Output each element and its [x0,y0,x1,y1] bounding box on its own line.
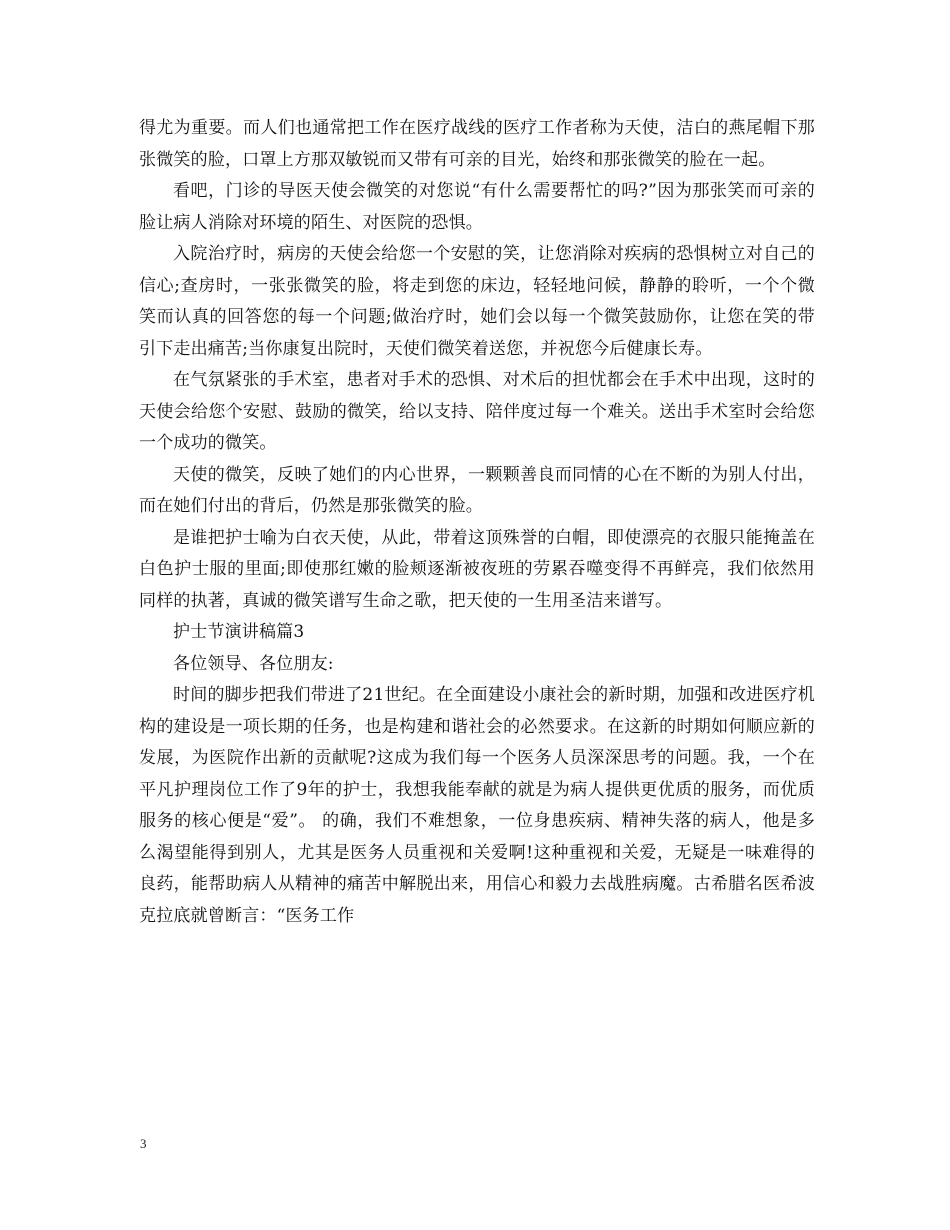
salutation: 各位领导、各位朋友: [173,653,334,674]
paragraph-new-century: 时间的脚步把我们带进了21世纪。在全面建设小康社会的新时期，加强和改进医疗机构的建设是一项长期的任务，也是构建和谐社会的必然要求。在这新的时期如何顺应新的发展，为医院作出新的贡献呢?这成为我们每一个医务人员深深思考的问题。我，一个在平凡护理岗位工作了9年的护士，我想我能奉献的就是为病人提供更优质的服务，而优质服务的核心便是“爱”。 的确，我们不难想象，一位身患疾病、精神失落的病人，他是多么渴望能得到别人，尤其是医务人员重视和关爱啊!这种重视和关爱，无疑是一味难得的良药，能帮助病人从精神的痛苦中解脱出来，用信心和毅力去战胜病魔。古希腊名医希波克拉底就曾断言：“医务工作 [139,685,815,926]
paragraph-ward-angel: 入院治疗时，病房的天使会给您一个安慰的笑，让您消除对疾病的恐惧树立对自己的信心;查房时，一张张微笑的脸，将走到您的床边，轻轻地问候，静静的聆听，一个个微笑而认真的回答您的每一个问题;做治疗时，她们会以每一个微笑鼓励你，让您在笑的带引下走出痛苦;当你康复出院时，天使们微笑着送您，并祝您今后健康长寿。 [139,244,815,359]
paragraph-angel-smile: 天使的微笑，反映了她们的内心世界，一颗颗善良而同情的心在不断的为别人付出，而在她们付出的背后，仍然是那张微笑的脸。 [139,464,815,516]
page-number: 3 [140,1136,147,1151]
document-body [139,113,815,932]
paragraph-operating-room: 在气氛紧张的手术室，患者对手术的恐惧、对术后的担忧都会在手术中出现，这时的天使会给您个安慰、鼓励的微笑，给以支持、陪伴度过每一个难关。送出手术室时会给您一个成功的微笑。 [139,370,815,453]
paragraph-guide-angel: 看吧，门诊的导医天使会微笑的对您说“有什么需要帮忙的吗?”因为那张笑而可亲的脸让病人消除对环境的陌生、对医院的恐惧。 [139,181,815,233]
section-heading: 护士节演讲稿篇3 [173,622,305,642]
paragraph-continuation: 得尤为重要。而人们也通常把工作在医疗战线的医疗工作者称为天使，洁白的燕尾帽下那张微笑的脸，口罩上方那双敏锐而又带有可亲的目光，始终和那张微笑的脸在一起。 [139,118,815,170]
paragraph-white-angel: 是谁把护士喻为白衣天使，从此，带着这顶殊誉的白帽，即使漂亮的衣服只能掩盖在白色护士服的里面;即使那红嫩的脸颊逐渐被夜班的劳累吞噬变得不再鲜亮，我们依然用同样的执著，真诚的微笑谱写生命之歌，把天使的一生用圣洁来谱写。 [139,527,815,611]
